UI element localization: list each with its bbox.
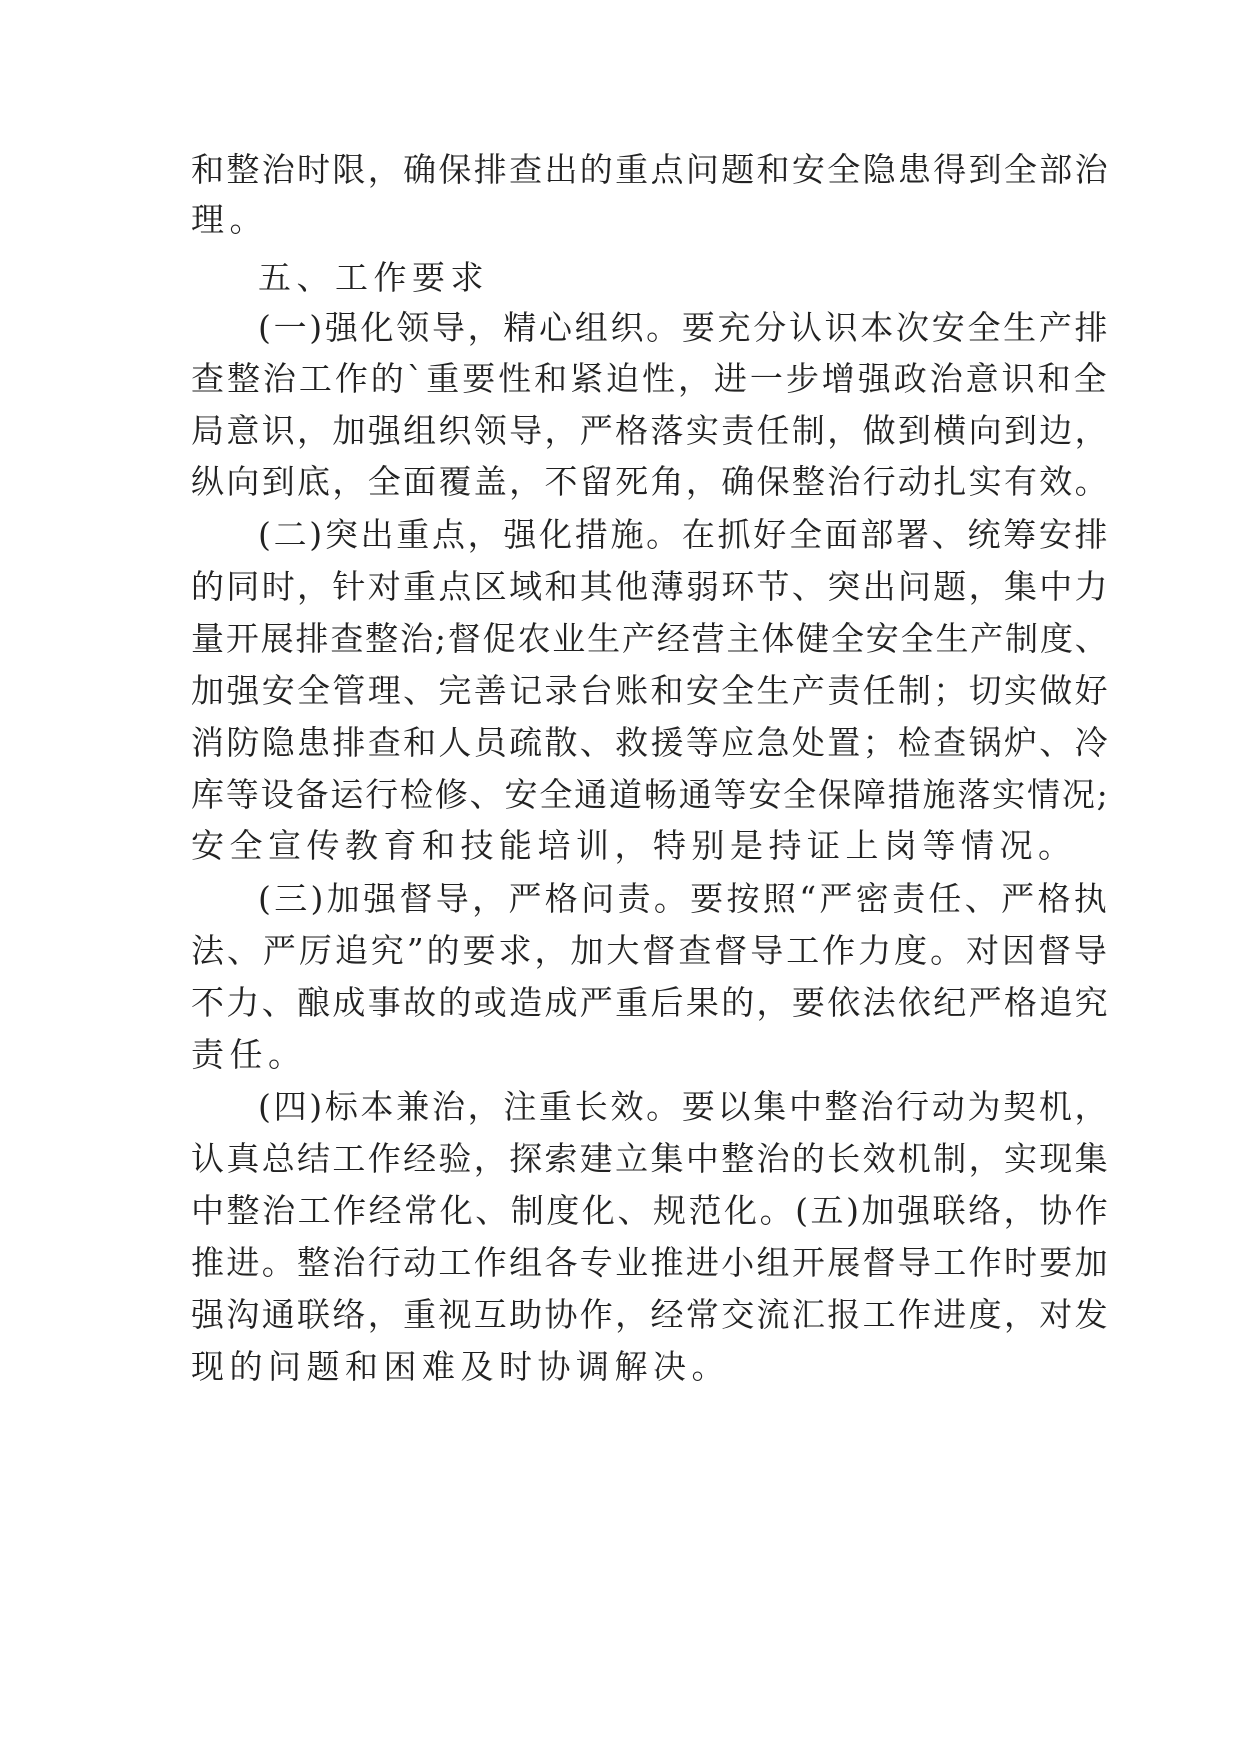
text-line: 中整治工作经常化、制度化、规范化。(五)加强联络，协作 (191, 1191, 1111, 1230)
text-line: 责任。 (191, 1035, 307, 1074)
paragraph-heading: (四)标本兼治，注重长效。要以集中整治行动为契机， (258, 1087, 1111, 1126)
text-line: 的同时，针对重点区域和其他薄弱环节、突出问题，集中力 (191, 567, 1110, 606)
text-line: 现的问题和困难及时协调解决。 (191, 1347, 730, 1386)
paragraph-heading: (二)突出重点，强化措施。在抓好全面部署、统筹安排 (258, 515, 1111, 554)
text-line: 消防隐患排查和人员疏散、救援等应急处置；检查锅炉、冷 (191, 723, 1110, 762)
text-line: 认真总结工作经验，探索建立集中整治的长效机制，实现集 (191, 1139, 1110, 1178)
text-line: 法、严厉追究”的要求，加大督查督导工作力度。对因督导 (191, 931, 1110, 970)
text-line: 安全宣传教育和技能培训，特别是持证上岗等情况。 (191, 826, 1077, 865)
text-line: 查整治工作的`重要性和紧迫性，进一步增强政治意识和全 (191, 359, 1110, 398)
text-line: 局意识，加强组织领导，严格落实责任制，做到横向到边， (191, 411, 1110, 450)
text-line: 纵向到底，全面覆盖，不留死角，确保整治行动扎实有效。 (191, 462, 1110, 501)
text-line: 不力、酿成事故的或造成严重后果的，要依法依纪严格追究 (191, 983, 1110, 1022)
text-line: 加强安全管理、完善记录台账和安全生产责任制；切实做好 (191, 671, 1110, 710)
text-line: 和整治时限，确保排查出的重点问题和安全隐患得到全部治 (191, 150, 1110, 189)
text-line: 量开展排查整治;督促农业生产经营主体健全安全生产制度、 (191, 619, 1110, 658)
text-line: 理。 (191, 200, 268, 239)
paragraph-heading: (三)加强督导，严格问责。要按照“严密责任、严格执 (258, 879, 1111, 918)
paragraph-heading: (一)强化领导，精心组织。要充分认识本次安全生产排 (258, 308, 1111, 347)
section-heading: 五、工作要求 (258, 258, 489, 297)
text-line: 强沟通联络，重视互助协作，经常交流汇报工作进度，对发 (191, 1295, 1110, 1334)
text-line: 库等设备运行检修、安全通道畅通等安全保障措施落实情况; (191, 775, 1110, 814)
text-line: 推进。整治行动工作组各专业推进小组开展督导工作时要加 (191, 1243, 1110, 1282)
